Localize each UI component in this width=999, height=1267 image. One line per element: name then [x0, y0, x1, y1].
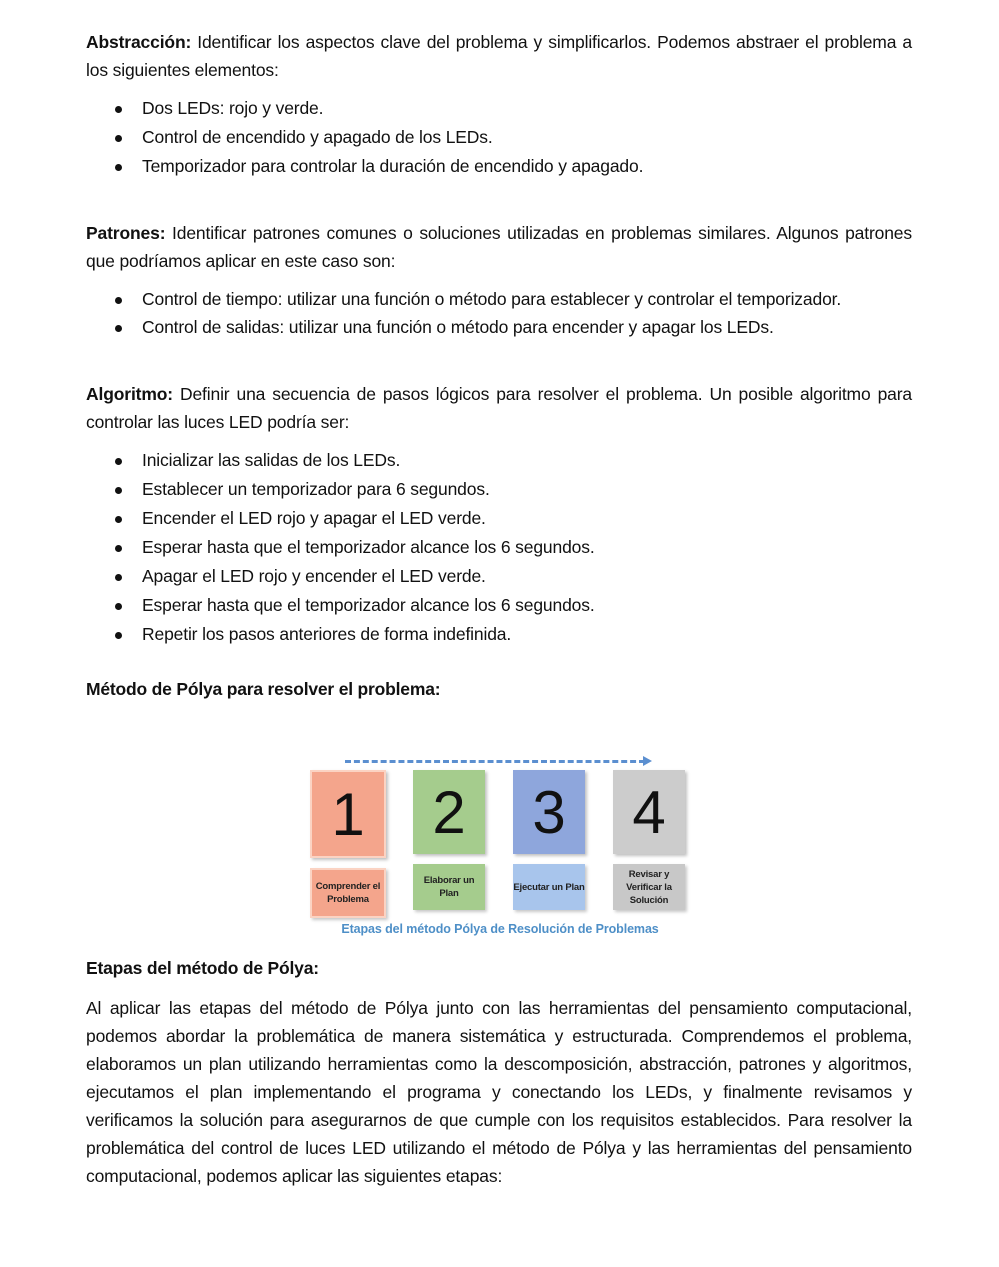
figure-caption: Etapas del método Pólya de Resolución de Problemas [341, 922, 659, 936]
bullet-icon [115, 458, 122, 465]
dashed-arrow-line [345, 760, 645, 763]
bullet-icon [115, 135, 122, 142]
list-item: Temporizador para controlar la duración de encendido y apagado. [86, 152, 912, 181]
list-item: Apagar el LED rojo y encender el LED verde. [86, 562, 912, 591]
bullet-icon [115, 603, 122, 610]
algoritmo-paragraph [86, 380, 912, 436]
polya-stages-figure [305, 754, 695, 940]
patrones-term: Patrones: [86, 223, 166, 243]
patrones-text: Identificar patrones comunes o soluciones utilizadas en problemas similares. Algunos patrones que podríamos aplicar en este caso son: [86, 223, 912, 271]
stage-number: 4 [613, 770, 685, 854]
bullet-icon [115, 545, 122, 552]
document-page [86, 28, 912, 703]
bullet-icon [115, 632, 122, 639]
stage-4 [613, 770, 687, 910]
bullet-icon [115, 325, 122, 332]
bullet-icon [115, 487, 122, 494]
bullet-icon [115, 574, 122, 581]
polya-heading: Método de Pólya para resolver el problema: [86, 679, 441, 699]
algoritmo-term: Algoritmo: [86, 384, 173, 404]
stage-number: 1 [310, 770, 386, 858]
bullet-icon [115, 164, 122, 171]
etapas-paragraph: Al aplicar las etapas del método de Pólya junto con las herramientas del pensamiento computacional, podemos abordar la problemática de manera sistemática y estructurada. Comprendemos el problema, elaboramos un plan utilizando herramientas como la descomposición, abstracción, patrones y algoritmos, ejecutamos el plan implementando el programa y conectando los LEDs, y finalmente revisamos y verificamos la solución para asegurarnos de que cumple con los requisitos establecidos. Para resolver la problemática del control de luces LED utilizando el método de Pólya y las herramientas del pensamiento computacional, podemos aplicar las siguientes etapas: [86, 998, 912, 1186]
list-item: Esperar hasta que el temporizador alcance los 6 segundos. [86, 591, 912, 620]
stage-label: Revisar y Verificar la Solución [613, 864, 685, 910]
bullet-icon [115, 516, 122, 523]
abstraccion-paragraph [86, 28, 912, 84]
list-item: Control de salidas: utilizar una función o método para encender y apagar los LEDs. [86, 313, 912, 342]
etapas-heading: Etapas del método de Pólya: [86, 958, 319, 978]
stage-label: Comprender el Problema [310, 868, 386, 918]
list-item: Encender el LED rojo y apagar el LED verde. [86, 504, 912, 533]
list-item: Dos LEDs: rojo y verde. [86, 94, 912, 123]
stage-3 [513, 770, 587, 910]
list-item: Control de encendido y apagado de los LEDs. [86, 123, 912, 152]
algoritmo-list [86, 446, 912, 649]
bullet-icon [115, 297, 122, 304]
stage-label: Ejecutar un Plan [513, 864, 585, 910]
abstraccion-list [86, 94, 912, 181]
stage-number: 3 [513, 770, 585, 854]
arrow-head-icon [643, 756, 652, 766]
patrones-paragraph [86, 219, 912, 275]
list-item: Esperar hasta que el temporizador alcance los 6 segundos. [86, 533, 912, 562]
stage-1 [310, 770, 384, 918]
stage-2 [413, 770, 487, 910]
list-item: Inicializar las salidas de los LEDs. [86, 446, 912, 475]
list-item: Establecer un temporizador para 6 segundos. [86, 475, 912, 504]
abstraccion-term: Abstracción: [86, 32, 192, 52]
bullet-icon [115, 106, 122, 113]
list-item: Control de tiempo: utilizar una función o método para establecer y controlar el temporizador. [86, 285, 912, 313]
patrones-list [86, 285, 912, 342]
abstraccion-text: Identificar los aspectos clave del problema y simplificarlos. Podemos abstraer el problema a los siguientes elementos: [86, 32, 912, 80]
etapas-section [86, 954, 912, 1190]
stage-label: Elaborar un Plan [413, 864, 485, 910]
algoritmo-text: Definir una secuencia de pasos lógicos para resolver el problema. Un posible algoritmo para controlar las luces LED podría ser: [86, 384, 912, 432]
stage-number: 2 [413, 770, 485, 854]
list-item: Repetir los pasos anteriores de forma indefinida. [86, 620, 912, 649]
